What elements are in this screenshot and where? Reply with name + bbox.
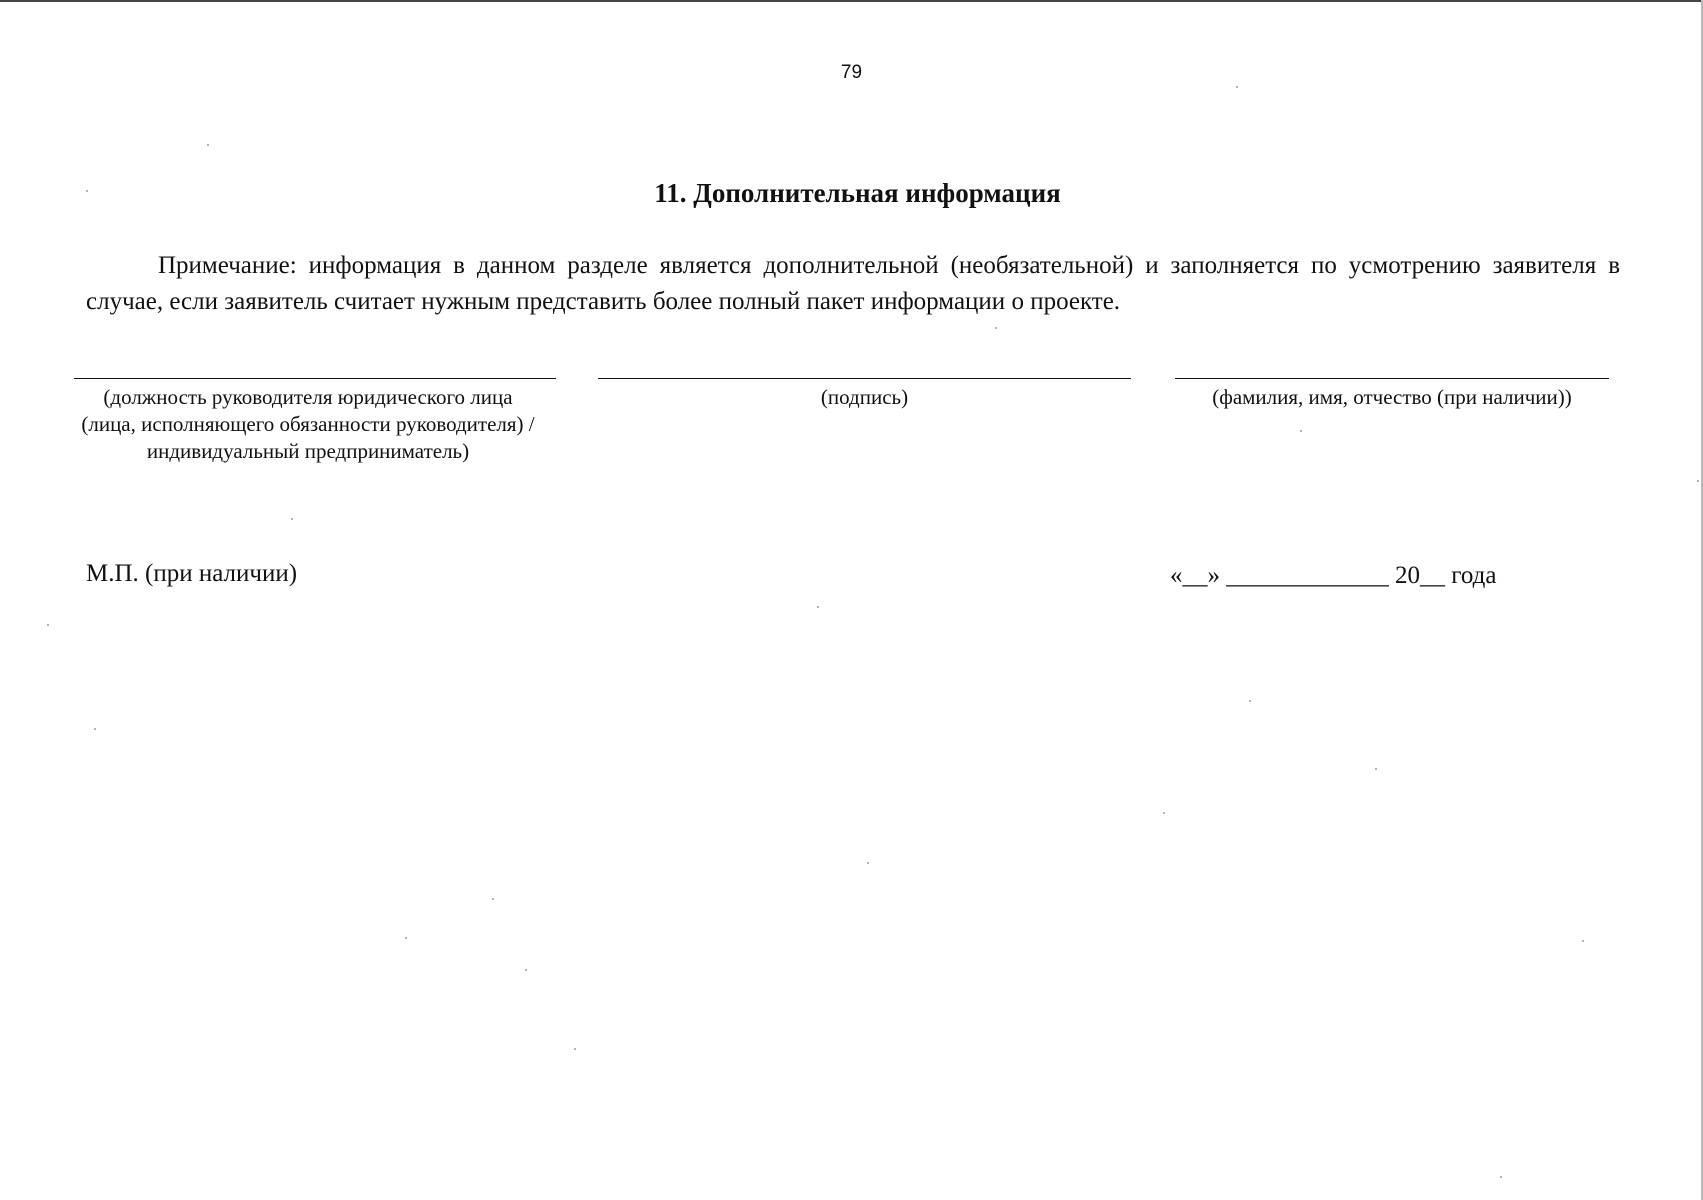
section-note: Примечание: информация в данном разделе является дополнительной (необязательной) и заполняется по усмотрению заявителя в случае, если заявитель считает нужным представить более полный пакет информации о проекте.: [86, 252, 1620, 315]
position-signature-block: [74, 378, 556, 465]
name-line: [1175, 378, 1609, 379]
position-line: [74, 378, 556, 379]
section-title: 11. Дополнительная информация: [654, 178, 1061, 208]
position-caption: (должность руководителя юридического лица (лица, исполняющего обязанности руководителя) / индивидуальный предприниматель): [81, 385, 535, 463]
date-field: «__» _____________ 20__ года: [1170, 562, 1497, 589]
page-number: 79: [840, 62, 863, 83]
name-caption: (фамилия, имя, отчество (при наличии)): [1212, 385, 1572, 409]
name-signature-block: [1175, 378, 1609, 411]
signature-caption: (подпись): [820, 385, 909, 409]
page-edge-top: [0, 0, 1703, 2]
stamp-label: М.П. (при наличии): [86, 560, 298, 587]
signature-line: [598, 378, 1131, 379]
signature-block: [598, 378, 1131, 411]
